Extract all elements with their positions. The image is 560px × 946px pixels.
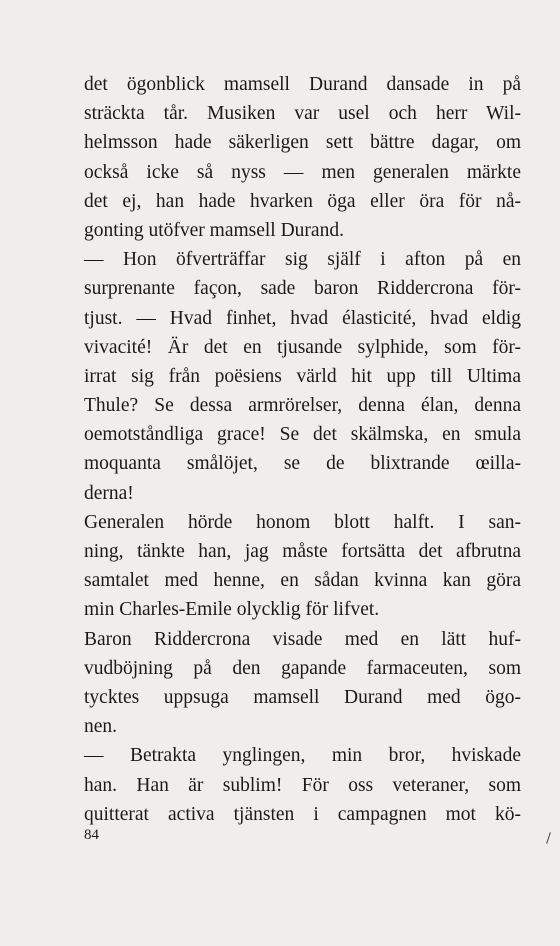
text-line: nen.	[84, 716, 118, 738]
text-line: derna!	[84, 482, 134, 504]
text-line: tjust. — Hvad finhet, hvad élasticité, hvad eldig	[84, 307, 521, 329]
text-line: ning, tänkte han, jag måste fortsätta det afbrutna	[84, 541, 521, 562]
body-text	[84, 70, 521, 829]
text-line: Thule? Se dessa armrörelser, denna élan, denna	[84, 395, 521, 417]
text-line: Baron Riddercrona visade med en lätt huf-	[84, 628, 521, 650]
text-line: vudböjning på den gapande farmaceuten, som	[84, 657, 521, 679]
text-line: surprenante façon, sade baron Riddercrona för-	[84, 278, 521, 300]
text-line: — Hon öfverträffar sig själf i afton på en	[84, 249, 521, 271]
text-line: det ögonblick mamsell Durand dansade in på	[84, 74, 521, 95]
text-line: min Charles-Emile olycklig för lifvet.	[84, 599, 380, 621]
text-line: också icke så nyss — men generalen märkte	[84, 161, 521, 183]
text-line: moquanta smålöjet, se de blixtrande œilla-	[84, 453, 521, 475]
text-line: vivacité! Är det en tjusande sylphide, som för-	[84, 336, 521, 358]
text-line: gonting utöfver mamsell Durand.	[84, 219, 344, 241]
text-line: samtalet med henne, en sådan kvinna kan göra	[84, 570, 521, 592]
page-number: 84	[84, 827, 99, 843]
text-line: oemotståndliga grace! Se det skälmska, en smula	[84, 424, 521, 446]
text-line: quitterat activa tjänsten i campagnen mot kö-	[84, 803, 521, 825]
text-line: han. Han är sublim! För oss veteraner, som	[84, 774, 521, 796]
text-line: tycktes uppsuga mamsell Durand med ögo-	[84, 686, 521, 708]
text-line: — Betrakta ynglingen, min bror, hviskade	[84, 745, 521, 767]
text-line: irrat sig från poësiens värld hit upp till Ultima	[84, 365, 521, 387]
text-line: sträckta tår. Musiken var usel och herr Wil-	[84, 103, 521, 125]
text-line: Generalen hörde honom blott halft. I san-	[84, 511, 521, 533]
text-line: helmsson hade säkerligen sett bättre dagar, om	[84, 132, 521, 154]
margin-mark	[546, 832, 551, 844]
text-line: det ej, han hade hvarken öga eller öra för nå-	[84, 190, 521, 212]
